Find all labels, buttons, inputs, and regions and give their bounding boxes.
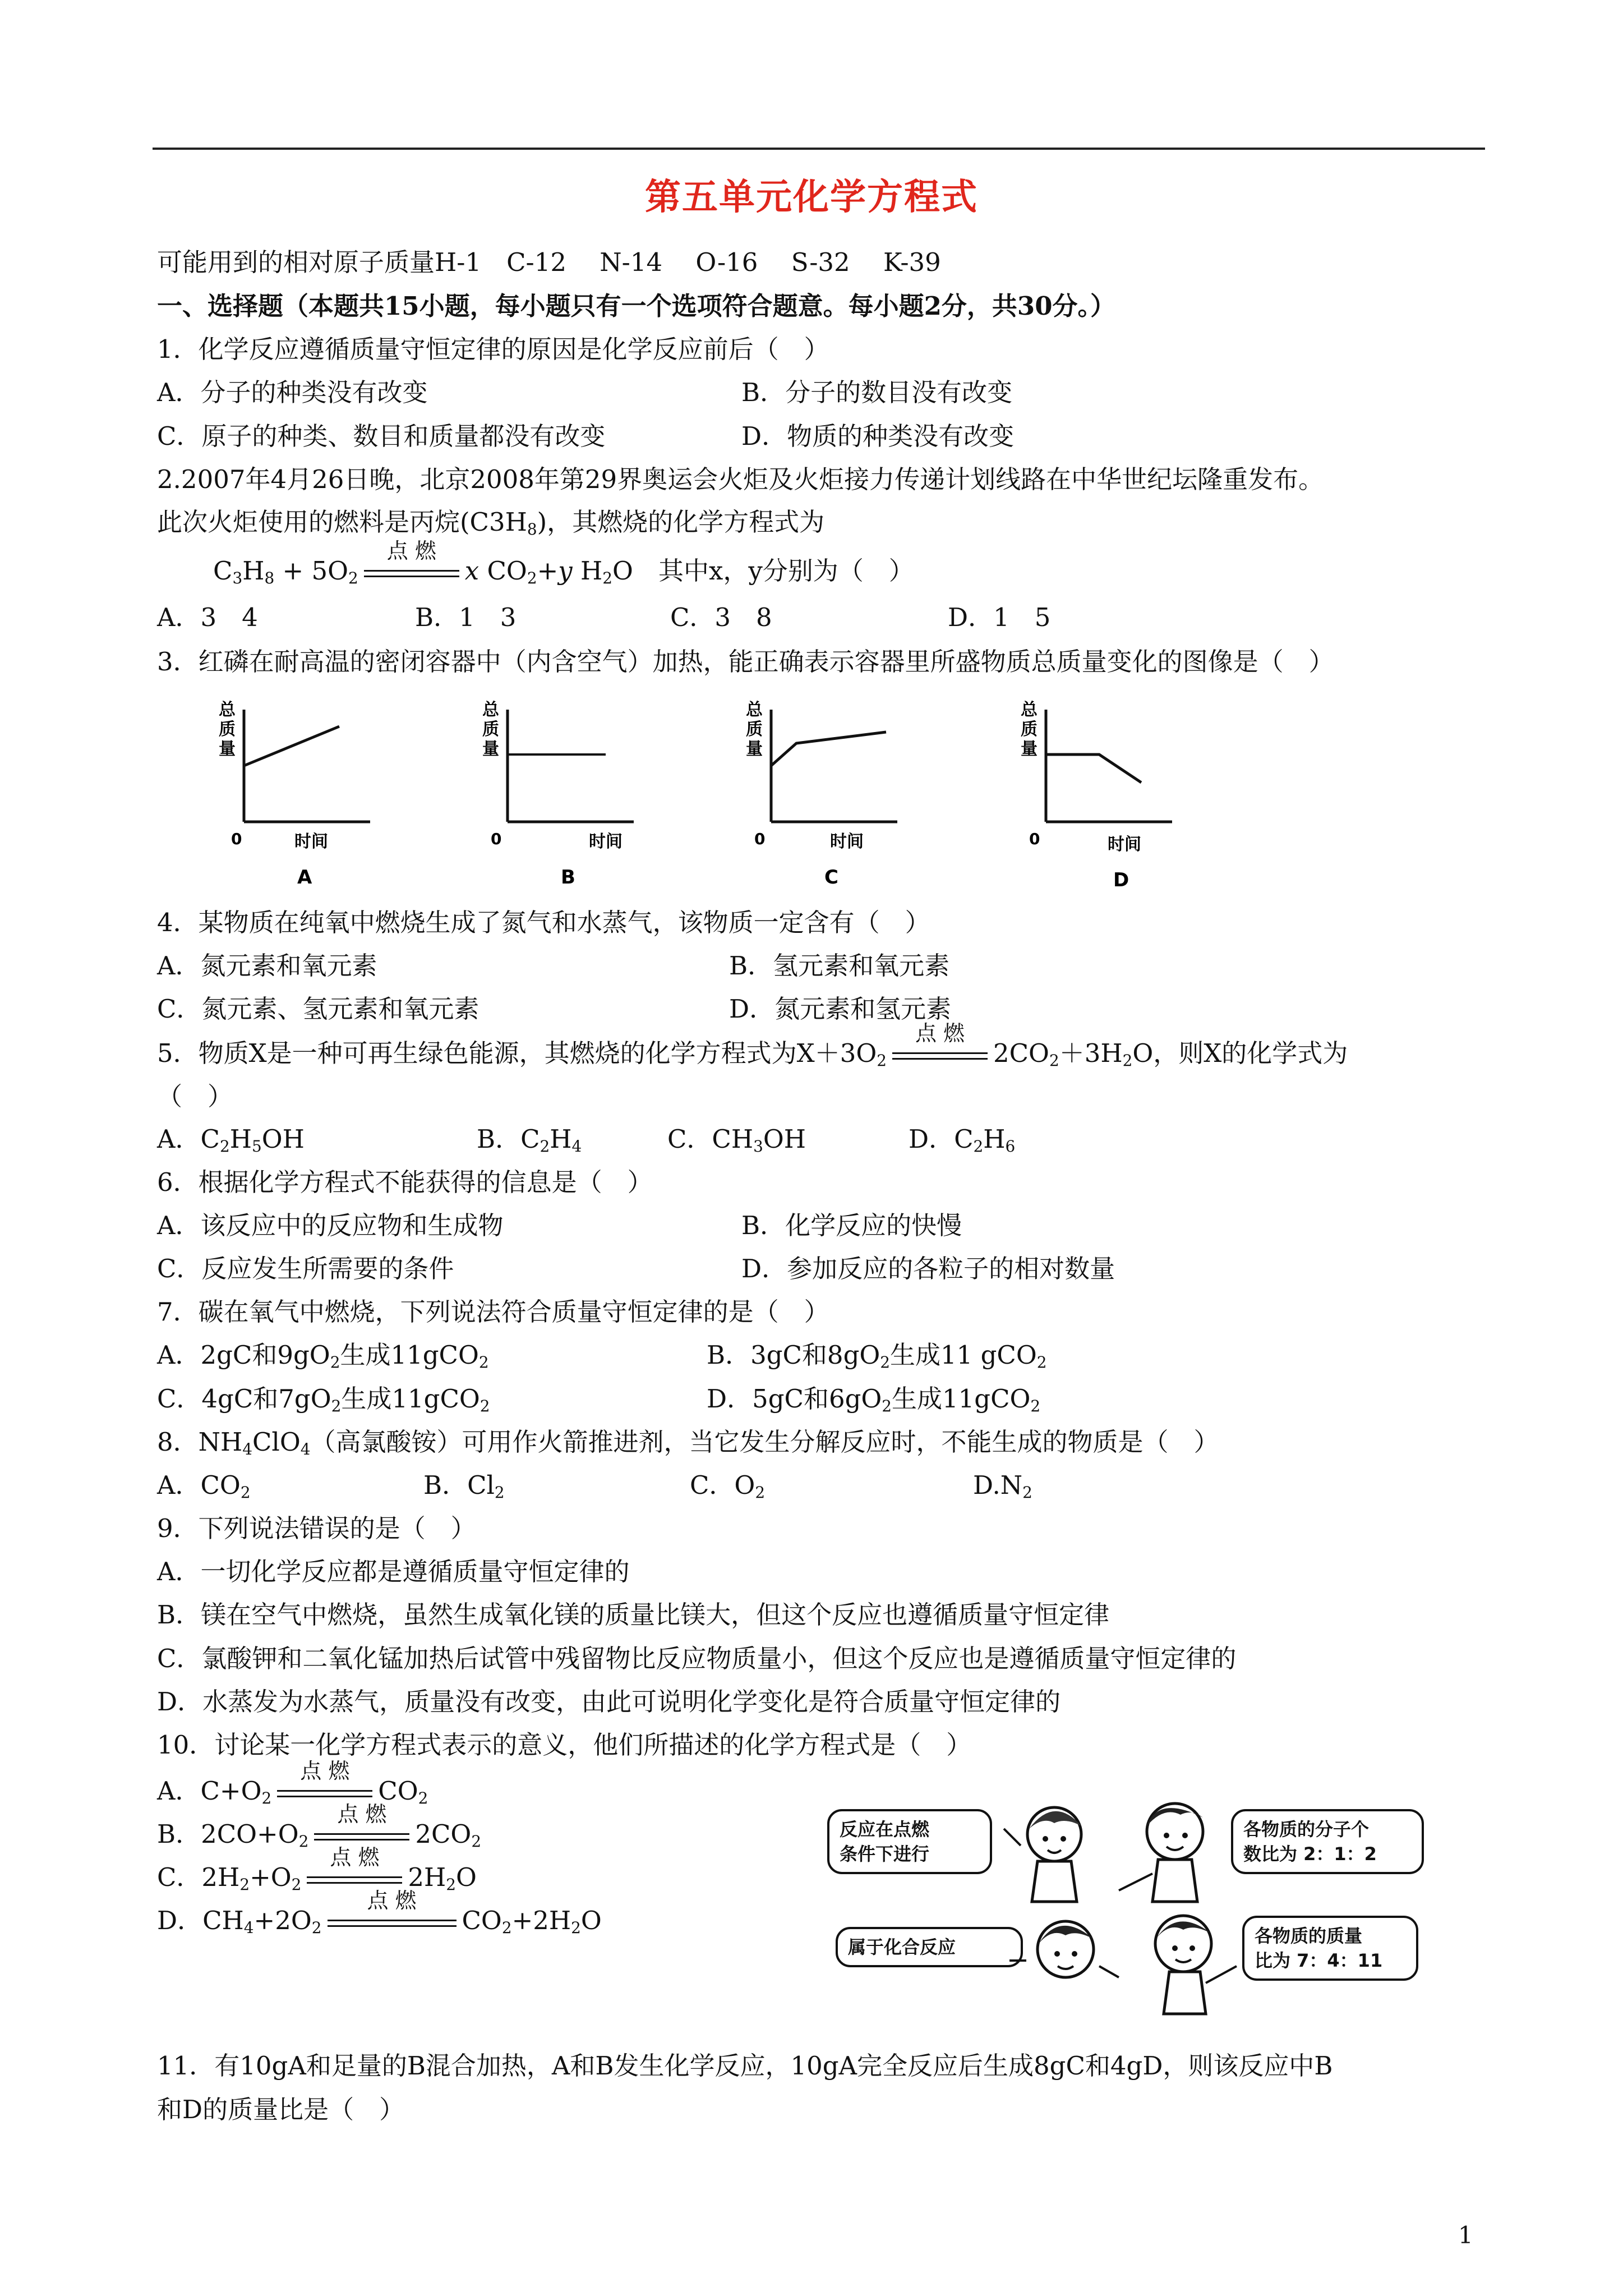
q4-option-d: D．氮元素和氢元素: [729, 994, 952, 1024]
q10-option-d: D．$CH_4+2O_2$ 点 燃 $CO_2+2H_2O$: [157, 1888, 602, 1937]
q4-option-b: B．氢元素和氧元素: [729, 951, 950, 981]
question-5-stem: 5．物质X是一种可再生绿色能源，其燃烧的化学方程式为$X+3O_2$ 点 燃 $2CO_2+3H_2O$，则X的化学式为: [157, 1020, 1348, 1070]
curve-a: [244, 726, 339, 766]
cartoon-boy-2: [1004, 1904, 1127, 2017]
reaction-arrow: 点 燃: [328, 1912, 457, 1934]
q1-option-a: A．分子的种类没有改变: [157, 378, 428, 407]
question-11-stem-2: 和D的质量比是（ ）: [157, 2095, 405, 2124]
q2-option-b: B．1 3: [415, 602, 517, 632]
svg-text:量: 量: [1021, 739, 1038, 759]
question-1-stem: 1．化学反应遵循质量守恒定律的原因是化学反应前后（ ）: [157, 334, 829, 364]
q6-option-b: B．化学反应的快慢: [741, 1211, 962, 1240]
reaction-arrow: 点 燃: [892, 1045, 988, 1067]
question-6-stem: 6．根据化学方程式不能获得的信息是（ ）: [157, 1167, 653, 1197]
svg-text:质: 质: [482, 720, 499, 739]
q10-option-a: A．$C+O_2$ 点 燃 $CO_2$: [157, 1758, 428, 1807]
y-label-1: 总: [219, 700, 236, 720]
question-8-stem: 8．$NH_4ClO_4$（高氯酸铵）可用作火箭推进剂，当它发生分解反应时，不能生成的物质是（ ）: [157, 1427, 1219, 1458]
q8-option-d: $D.N_2$: [973, 1470, 1032, 1502]
svg-text:量: 量: [482, 739, 499, 759]
q9-option-b: B．镁在空气中燃烧，虽然生成氧化镁的质量比镁大，但这个反应也遵循质量守恒定律: [157, 1600, 1110, 1630]
q6-option-d: D．参加反应的各粒子的相对数量: [741, 1254, 1115, 1283]
svg-text:量: 量: [746, 739, 763, 759]
question-4-stem: 4．某物质在纯氧中燃烧生成了氮气和水蒸气，该物质一定含有（ ）: [157, 908, 930, 937]
svg-text:时间: 时间: [1108, 835, 1141, 854]
svg-text:总: 总: [1021, 700, 1038, 720]
label-b: B: [561, 866, 575, 889]
q7-option-d: D．5gC和$6gO_2$生成11gCO$_2$: [707, 1384, 1041, 1415]
svg-text:时间: 时间: [830, 832, 864, 852]
svg-text:0: 0: [1029, 830, 1040, 848]
svg-text:0: 0: [491, 830, 502, 848]
q8-option-c: C．$O_2$: [690, 1470, 766, 1502]
q8-option-a: A．$CO_2$: [157, 1470, 251, 1502]
graph-d: [995, 698, 1197, 900]
question-2-stem-1: 2.2007年4月26日晚，北京2008年第29界奥运会火炬及火炬接力传递计划线路在中华世纪坛隆重发布。: [157, 464, 1324, 494]
y-label-2: 质: [219, 720, 236, 739]
q1-option-d: D．物质的种类没有改变: [741, 421, 1015, 451]
q10-option-b: B．$2CO+O_2$ 点 燃 $2CO_2$: [157, 1801, 482, 1851]
q1-option-b: B．分子的数目没有改变: [741, 378, 1013, 407]
question-5-paren: （ ）: [157, 1082, 233, 1111]
svg-text:时间: 时间: [589, 832, 623, 852]
graph-a: [196, 698, 398, 900]
label-d: D: [1113, 869, 1129, 891]
label-a: A: [297, 866, 312, 889]
q10-option-c: C．$2H_2+O_2$ 点 燃 $2H_2O$: [157, 1844, 477, 1894]
reaction-arrow: 点 燃: [314, 1825, 409, 1848]
q6-option-a: A．该反应中的反应物和生成物: [157, 1211, 504, 1240]
svg-text:质: 质: [746, 720, 763, 739]
q5-option-b: B．$C_2H_4$: [477, 1124, 582, 1156]
speech-bubble-1: 反应在点燃 条件下进行: [827, 1809, 992, 1874]
question-3-stem: 3．红磷在耐高温的密闭容器中（内含空气）加热，能正确表示容器里所盛物质总质量变化的图像是（ ）: [157, 647, 1334, 677]
q9-option-a: A．一切化学反应都是遵循质量守恒定律的: [157, 1557, 630, 1586]
svg-text:总: 总: [482, 700, 499, 720]
q4-option-c: C．氮元素、氢元素和氧元素: [157, 994, 479, 1024]
q2-option-a: A．3 4: [157, 602, 258, 632]
label-c: C: [824, 866, 838, 889]
q2-option-c: C．3 8: [670, 602, 772, 632]
q5-option-a: A．$C_2H_5OH$: [157, 1124, 305, 1156]
reaction-arrow: 点 燃: [364, 562, 459, 585]
curve-d: [1046, 754, 1141, 783]
question-11-stem-1: 11．有10gA和足量的B混合加热，A和B发生化学反应，10gA完全反应后生成8gC和4gD，则该反应中B: [157, 2051, 1333, 2081]
q5-option-d: D．$C_2H_6$: [909, 1124, 1016, 1156]
question-9-stem: 9．下列说法错误的是（ ）: [157, 1513, 476, 1543]
page-number: 1: [1458, 2221, 1473, 2249]
graph-b: [460, 698, 662, 900]
q1-option-c: C．原子的种类、数目和质量都没有改变: [157, 421, 606, 451]
q6-option-c: C．反应发生所需要的条件: [157, 1254, 454, 1283]
question-2-stem-2: 此次火炬使用的燃料是丙烷$(C3H_8)$，其燃烧的化学方程式为: [157, 507, 825, 539]
cartoon-boy-3: [1122, 1899, 1245, 2017]
q4-option-a: A．氮元素和氧元素: [157, 951, 377, 981]
q7-option-a: A．2gC和$9gO_2$生成11gCO$_2$: [157, 1340, 489, 1372]
speech-bubble-4: 各物质的质量 比为 7：4：11: [1242, 1916, 1418, 1981]
section-heading: 一、选择题（本题共15小题，每小题只有一个选项符合题意。每小题2分，共30分。）: [157, 291, 1116, 321]
atomic-mass-line: 可能用到的相对原子质量H-1 C-12 N-14 O-16 S-32 K-39: [157, 247, 941, 277]
reaction-arrow: 点 燃: [307, 1869, 402, 1891]
svg-text:0: 0: [754, 830, 766, 848]
q8-option-b: B．$Cl_2$: [423, 1470, 505, 1502]
page-title: 第五单元化学方程式: [645, 176, 978, 218]
curve-c: [771, 732, 886, 766]
question-2-equation: $C_3H_8 + 5O_2$ 点 燃 x $CO_2+y$ $H_2O$ 其中x，y分别为（ ）: [213, 538, 914, 587]
cartoon-boy-1: [1108, 1789, 1237, 1907]
q5-option-c: C．$CH_3OH$: [667, 1124, 806, 1156]
q2-option-d: D．1 5: [948, 602, 1051, 632]
q7-option-c: C．4gC和$7gO_2$生成11gCO$_2$: [157, 1384, 490, 1415]
q9-option-c: C．氯酸钾和二氧化锰加热后试管中残留物比反应物质量小，但这个反应也是遵循质量守恒定律的: [157, 1644, 1237, 1673]
reaction-arrow: 点 燃: [277, 1782, 372, 1805]
q7-option-b: B．3gC和$8gO_2$生成11 gCO$_2$: [707, 1340, 1047, 1372]
svg-text:0: 0: [231, 830, 242, 848]
y-label-3: 量: [219, 739, 236, 759]
question-10-stem: 10．讨论某一化学方程式表示的意义，他们所描述的化学方程式是（ ）: [157, 1730, 972, 1760]
q9-option-d: D．水蒸发为水蒸气，质量没有改变，由此可说明化学变化是符合质量守恒定律的: [157, 1687, 1061, 1717]
svg-text:时间: 时间: [294, 832, 328, 852]
svg-text:质: 质: [1021, 720, 1038, 739]
top-rule: [153, 148, 1485, 150]
graph-c: [723, 698, 925, 900]
question-7-stem: 7．碳在氧气中燃烧，下列说法符合质量守恒定律的是（ ）: [157, 1297, 829, 1327]
speech-bubble-3: 属于化合反应: [836, 1927, 1023, 1967]
speech-bubble-2: 各物质的分子个 数比为 2：1：2: [1231, 1809, 1424, 1874]
svg-text:总: 总: [746, 700, 763, 720]
